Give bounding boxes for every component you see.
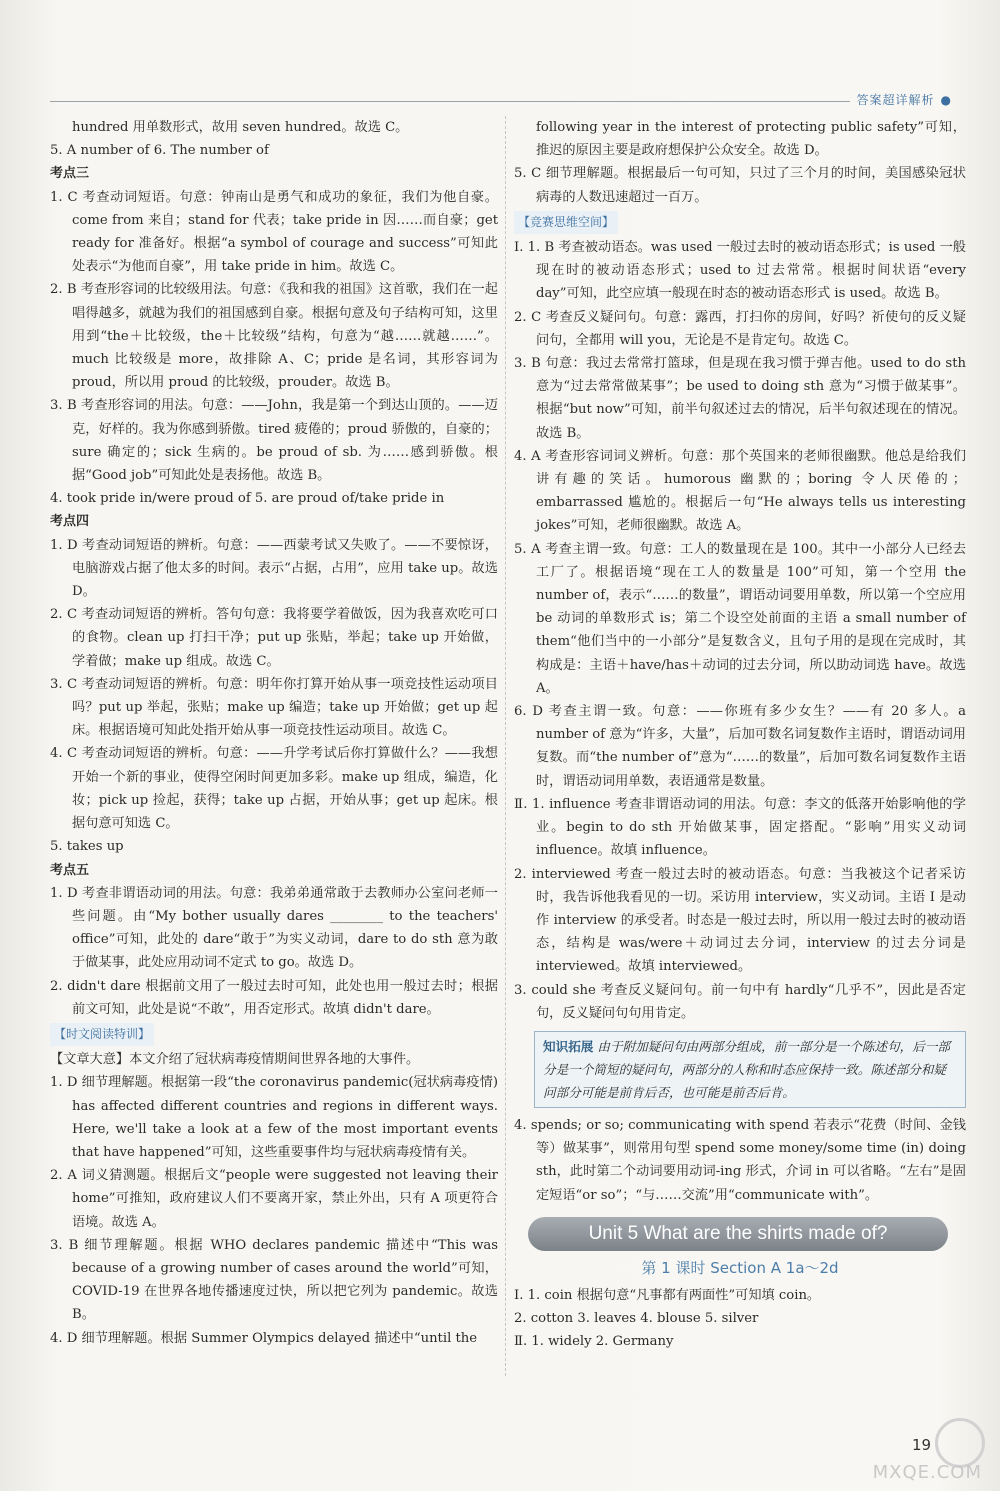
answer-item: following year in the interest of protecting public safety”可知，推迟的原因主要是政府想保护公众安全。故选 D。: [536, 120, 966, 159]
header-label: 答案超详解析 ●: [856, 93, 952, 107]
unit-banner: Unit 5 What are the shirts made of?: [528, 1217, 948, 1251]
answer-item: 3. B 句意：我过去常常打篮球，但是现在我习惯于弹吉他。used to do sth 意为“过去常常做某事”；be used to doing sth 意为“习惯于做某事”。根据“but now”可知，前半句叙述过去的情况，后半句叙述现在的情况。故选 B。: [514, 356, 966, 441]
answer-item: 4. D 细节理解题。根据 Summer Olympics delayed 描述中“until the: [50, 1330, 478, 1346]
answer-item: 5. A number of 6. The number of: [50, 143, 269, 159]
bullet-icon: ●: [940, 93, 952, 107]
section-tag: 【时文阅读特训】: [50, 1023, 154, 1046]
lesson-title: 第 1 课时 Section A 1a～2d: [641, 1258, 839, 1277]
answer-item: 3. B 细节理解题。根据 WHO declares pandemic 描述中“This was because of a growing number of cases around the world”可知，COVID-19 在世界各地传播速度过快，所以把它列为 pandemic。故选 B。: [50, 1237, 498, 1323]
column-divider: [505, 116, 506, 1376]
answer-item: Ⅰ. 1. coin 根据句意“凡事都有两面性”可知填 coin。: [514, 1287, 821, 1303]
answer-item: 4. spends; or so; communicating with spend 若表示“花费（时间、金钱等）做某事”，则常用句型 spend some money/some time (in) doing sth，此时第二个动词要用动词-ing 形式，介词 in 可以省略。“左右”是固定短语“or so”；“与……交流”用“communicate with”。: [514, 1117, 966, 1203]
answer-item: Ⅱ. 1. widely 2. Germany: [514, 1334, 674, 1350]
knowledge-box-text: 由于附加疑问句由两部分组成，前一部分是一个陈述句，后一部分是一个简短的疑问句，两部分的人称和时态应保持一致。陈述部分和疑问部分可能是前肯后否，也可能是前否后肯。: [543, 1038, 951, 1100]
answer-item: 5. takes up: [50, 839, 124, 855]
answer-item: 3. C 考查动词短语的辨析。句意：明年你打算开始从事一项竞技性运动项目吗？put up 举起，张贴；make up 编造；take up 开始做；get up 起床。根据语境可知此处指开始从事一项竞技性运动项目。故选 C。: [50, 676, 498, 739]
left-column: [50, 116, 498, 1350]
answer-item: 3. B 考查形容词的用法。句意：——John，我是第一个到达山顶的。——迈克，好样的。我为你感到骄傲。tired 疲倦的；proud 骄傲的，自豪的；sure 确定的；sick 生病的。be proud of sb. 为……感到骄傲。根据“Good job”可知此处是表扬他。故选 B。: [50, 398, 498, 484]
answer-item: hundred 用单数形式，故用 seven hundred。故选 C。: [72, 120, 409, 135]
right-tail: [514, 1284, 966, 1354]
answer-item: 1. D 考查非谓语动词的用法。句意：我弟弟通常敢于去教师办公室问老师一些问题。由“My bother usually dares ________ to the teachers' office”可知，此处的 dare“敢于”为实义动词，dare to do sth 意为敢于做某事，此处应用动词不定式 to go。故选 D。: [50, 885, 498, 971]
knowledge-box: [534, 1031, 966, 1108]
section-heading: 考点三: [50, 166, 90, 182]
answer-item: 5. A 考查主谓一致。句意：工人的数量现在是 100。其中一小部分人已经去工厂了。根据语境“现在工人的数量是 100”可知，第一个空用 the number of，表示“……的数量”，谓语动词要用单数，所以第一个空应用 be 动词的单数形式 is；第二个设空处前面的主语 a small number of them“他们当中的一小部分”是复数含义，且句子用的是现在完成时，其构成是：主语＋have/has＋动词的过去分词，所以助动词选 have。故选 A。: [514, 541, 966, 696]
answer-item: 2. C 考查反义疑问句。句意：露西，打扫你的房间，好吗？祈使句的反义疑问句，全都用 will you，无论是不是肯定句。故选 C。: [514, 309, 966, 348]
answer-item: 4. C 考查动词短语的辨析。句意：——升学考试后你打算做什么？——我想开始一个新的事业，使得空闲时间更加多彩。make up 组成，编造，化妆；pick up 捡起，获得；take up 占据，开始从事；get up 起床。根据句意可知选 C。: [50, 746, 498, 832]
answer-item: 2. cotton 3. leaves 4. blouse 5. silver: [514, 1311, 759, 1327]
watermark: MXQE.COM: [872, 1462, 982, 1483]
knowledge-box-label: 知识拓展: [543, 1038, 594, 1054]
page-number: 19: [912, 1436, 932, 1454]
section-tag: 【竞赛思维空间】: [514, 211, 618, 234]
answer-item: 3. could she 考查反义疑问句。前一句中有 hardly“几乎不”，因此是否定句，反义疑问句句用肯定。: [514, 982, 966, 1021]
header-rule: [50, 101, 850, 102]
answer-item: 2. didn't dare 根据前文用了一般过去时可知，此处也用一般过去时；根据前文可知，此处是说“不敢”，用否定形式。故填 didn't dare。: [50, 978, 498, 1017]
right-lines: [514, 116, 966, 1025]
answer-item: 【文章大意】本文介绍了冠状病毒疫情期间世界各地的大事件。: [50, 1052, 420, 1068]
answer-item: Ⅰ. 1. B 考查被动语态。was used 一般过去时的被动语态形式；is used 一般现在时的被动语态形式；used to 过去常常。根据时间状语“every day”可知，此空应填一般现在时态的被动语态形式 is used。故选 B。: [514, 240, 966, 302]
answer-item: Ⅱ. 1. influence 考查非谓语动词的用法。句意：李文的低落开始影响他的学业。begin to do sth 开始做某事，固定搭配。“影响”用实义动词 influence。故填 influence。: [514, 796, 966, 859]
right-column: [514, 116, 966, 1354]
watermark-logo-icon: [935, 1418, 985, 1468]
answer-item: 5. C 细节理解题。根据最后一句可知，只过了三个月的时间，美国感染冠状病毒的人数迅速超过一百万。: [514, 166, 966, 205]
section-heading: 考点五: [50, 862, 90, 878]
answer-item: 2. C 考查动词短语的辨析。答句句意：我将要学着做饭，因为我喜欢吃可口的食物。clean up 打扫干净；put up 张贴，举起；take up 开始做，学着做；make up 组成。故选 C。: [50, 607, 498, 669]
answer-item: 2. B 考查形容词的比较级用法。句意：《我和我的祖国》这首歌，我们在一起唱得越多，就越为我们的祖国感到自豪。根据句意及句子结构可知，这里用到“the＋比较级，the＋比较级”结构，句意为“越……就越……”。much 比较级是 more，故排除 A、C；pride 是名词，其形容词为 proud，所以用 proud 的比较级，prouder。故选 B。: [50, 282, 498, 391]
answer-item: 2. A 词义猜测题。根据后文“people were suggested not leaving their home”可推知，政府建议人们不要离开家，禁止外出，只有 A 项更符合语境。故选 A。: [50, 1168, 498, 1230]
answer-item: 1. D 考查动词短语的辨析。句意：——西蒙考试又失败了。——不要惊讶，电脑游戏占据了他太多的时间。表示“占据，占用”，应用 take up。故选 D。: [50, 537, 498, 600]
answer-item: 6. D 考查主谓一致。句意：——你班有多少女生？——有 20 多人。a number of 意为“许多，大量”，后加可数名词复数作主语时，谓语动词用复数。而“the number of”意为“……的数量”，后加可数名词复数作主语时，谓语动词用单数，表语通常是数量。: [514, 704, 966, 789]
section-heading: 考点四: [50, 514, 90, 530]
answer-item: 4. took pride in/were proud of 5. are proud of/take pride in: [50, 491, 445, 507]
answer-item: 1. D 细节理解题。根据第一段“the coronavirus pandemic(冠状病毒疫情) has affected different countries and regions in different ways. Here, we'll take a look at a few of the most important events that have happened”可知，这些重要事件均与冠状病毒疫情有关。: [50, 1075, 498, 1160]
answer-item: 1. C 考查动词短语。句意：钟南山是勇气和成功的象征，我们为他自豪。come from 来自；stand for 代表；take pride in 因……而自豪；get ready for 准备好。根据“a symbol of courage and success”可知此处表示“为他而自豪”，用 take pride in him。故选 C。: [50, 189, 498, 275]
answer-item: 2. interviewed 考查一般过去时的被动语态。句意：当我被这个记者采访时，我告诉他我看见的一切。采访用 interview，实义动词。主语 I 是动作 interview 的承受者。时态是一般过去时，所以用一般过去时的被动语态，结构是 was/were＋动词过去分词，interview 的过去分词是 interviewed。故填 interviewed。: [514, 866, 966, 975]
answer-item: 4. A 考查形容词词义辨析。句意：那个英国来的老师很幽默。他总是给我们讲有趣的笑话。humorous 幽默的；boring 令人厌倦的；embarrassed 尴尬的。根据后一句“He always tells us interesting jokes”可知，老师很幽默。故选 A。: [514, 448, 966, 534]
